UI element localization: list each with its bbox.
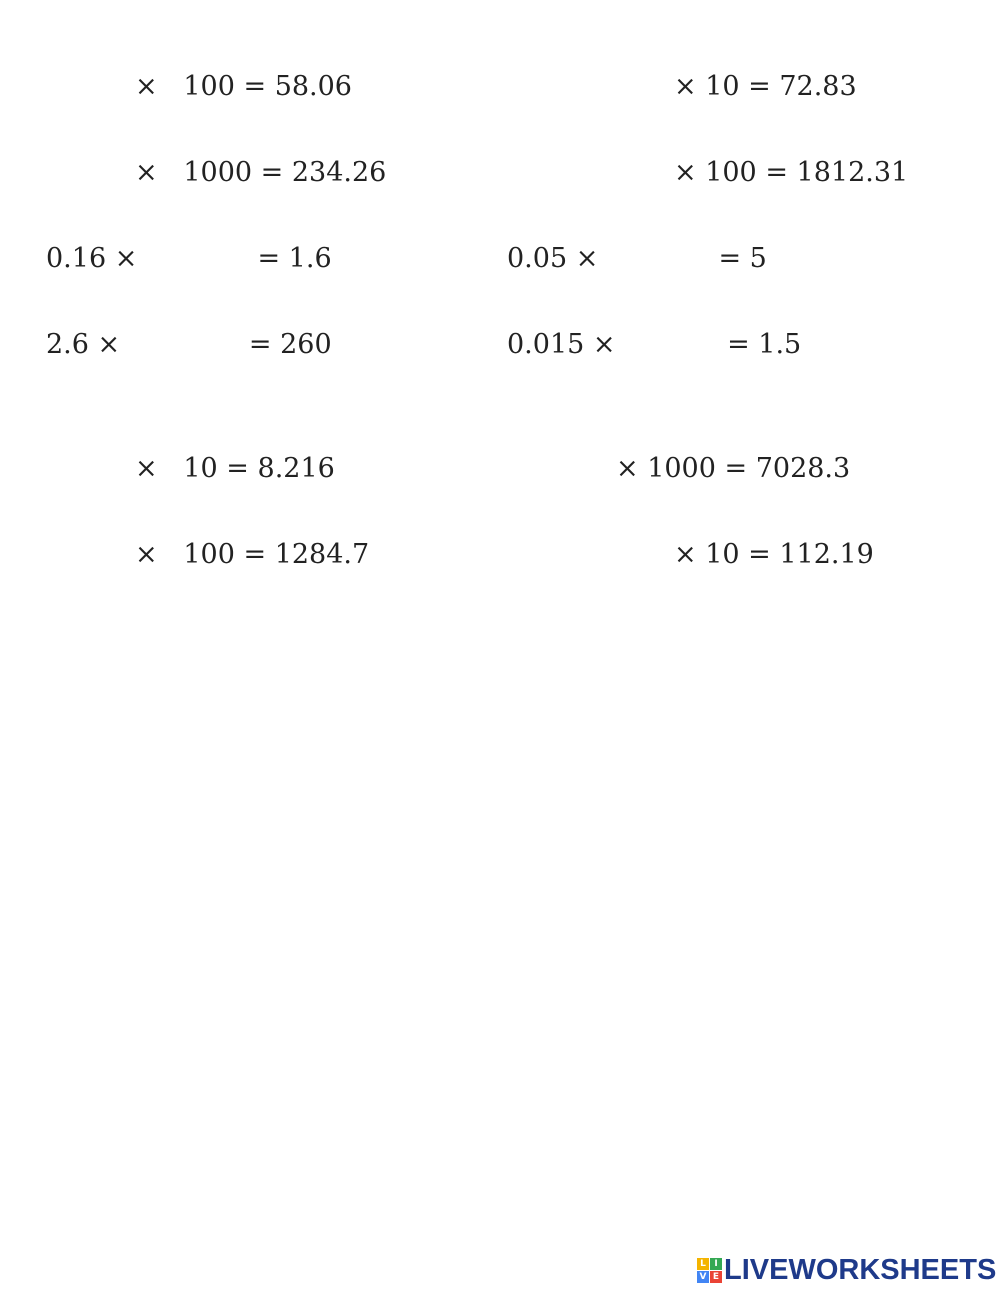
brand-name: LIVEWORKSHEETS [724, 1254, 997, 1286]
logo-cell: I [710, 1258, 722, 1270]
equation-left-6: × 100 = 1284.7 [135, 539, 370, 570]
equation-left-2: × 1000 = 234.26 [135, 157, 387, 188]
equation-right-4: 0.015 × = 1.5 [507, 329, 802, 360]
equation-left-4: 2.6 × = 260 [46, 329, 332, 360]
logo-cell: L [697, 1258, 709, 1270]
equation-right-5: × 1000 = 7028.3 [616, 453, 851, 484]
logo-cell: V [697, 1271, 709, 1283]
equation-right-1: × 10 = 72.83 [674, 71, 857, 102]
liveworksheets-brand [697, 1253, 996, 1287]
equation-left-5: × 10 = 8.216 [135, 453, 335, 484]
equation-left-1: × 100 = 58.06 [135, 71, 352, 102]
liveworksheets-logo-icon [697, 1258, 722, 1283]
equation-right-6: × 10 = 112.19 [674, 539, 874, 570]
logo-cell: E [710, 1271, 722, 1283]
equation-right-2: × 100 = 1812.31 [674, 157, 909, 188]
equation-left-3: 0.16 × = 1.6 [46, 243, 332, 274]
equation-right-3: 0.05 × = 5 [507, 243, 767, 274]
